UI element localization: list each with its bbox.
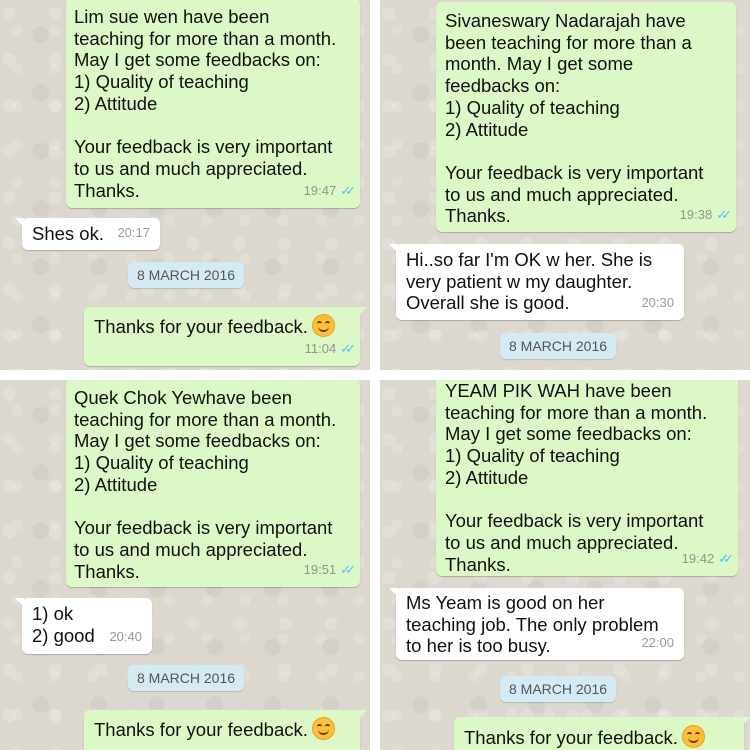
double-check-icon: ✓✓ xyxy=(340,562,350,578)
date-chip: 8 MARCH 2016 xyxy=(128,262,244,288)
incoming-reply-message[interactable]: Ms Yeam is good on her teaching job. The only problem to her is too busy. 22:00 xyxy=(396,588,684,660)
incoming-reply-message[interactable]: 1) ok 2) good 20:40 xyxy=(22,598,152,654)
outgoing-thanks-message[interactable]: Thanks for your feedback. xyxy=(84,710,360,750)
message-timestamp: 19:51 ✓✓ xyxy=(304,559,350,581)
smiling-face-icon xyxy=(312,314,335,337)
message-timestamp: 20:30 xyxy=(641,295,674,311)
message-timestamp: 20:17 xyxy=(117,225,150,241)
smiling-face-icon xyxy=(312,717,335,740)
message-timestamp: 19:38 ✓✓ xyxy=(680,204,726,226)
double-check-icon: ✓✓ xyxy=(340,341,350,357)
chat-panel-3 xyxy=(0,380,370,750)
double-check-icon: ✓✓ xyxy=(340,183,350,199)
outgoing-thanks-message[interactable]: Thanks for your feedback. 11:04 ✓✓ xyxy=(84,307,360,366)
incoming-reply-message[interactable]: Shes ok. 20:17 xyxy=(22,218,160,250)
chat-panel-2 xyxy=(380,0,750,370)
outgoing-thanks-message[interactable]: Thanks for your feedback. xyxy=(454,717,744,750)
outgoing-request-message[interactable] xyxy=(66,0,360,208)
message-timestamp: 22:00 xyxy=(641,635,674,651)
chat-panel-1 xyxy=(0,0,370,370)
date-chip: 8 MARCH 2016 xyxy=(500,676,616,702)
outgoing-request-message[interactable] xyxy=(436,2,736,232)
message-body: Sivaneswary Nadarajah have been teaching for more than a month. May I get some feedbacks on: 1) Quality of teaching 2) Attitude Your feedback is very important to us and much appreciated. Thanks. xyxy=(445,10,704,227)
message-body: YEAM PIK WAH have been teaching for more than a month. May I get some feedbacks on: 1) Quality of teaching 2) Attitude Your feedback is very important to us and much appreciated. Thanks. xyxy=(445,380,708,575)
double-check-icon: ✓✓ xyxy=(716,207,726,223)
message-body: Lim sue wen have been teaching for more than a month. May I get some feedbacks on: 1) Quality of teaching 2) Attitude Your feedback is very important to us and much appreciated. Thanks. xyxy=(74,6,337,201)
outgoing-request-message[interactable] xyxy=(66,380,360,587)
message-timestamp: 20:40 xyxy=(109,629,142,645)
chat-panel-4 xyxy=(380,380,750,750)
message-timestamp: 11:04 ✓✓ xyxy=(305,338,350,360)
outgoing-request-message[interactable] xyxy=(436,380,738,576)
smiling-face-icon xyxy=(682,725,705,748)
incoming-reply-message[interactable]: Hi..so far I'm OK w her. She is very patient w my daughter. Overall she is good. 20:30 xyxy=(396,244,684,320)
message-timestamp: 19:42 ✓✓ xyxy=(682,548,728,570)
date-chip: 8 MARCH 2016 xyxy=(500,333,616,359)
message-timestamp: 19:47 ✓✓ xyxy=(304,180,350,202)
date-chip: 8 MARCH 2016 xyxy=(128,665,244,691)
double-check-icon: ✓✓ xyxy=(718,551,728,567)
message-body: Quek Chok Yewhave been teaching for more than a month. May I get some feedbacks on: 1) Quality of teaching 2) Attitude Your feedback is very important to us and much appreciated. Thanks. xyxy=(74,387,337,582)
